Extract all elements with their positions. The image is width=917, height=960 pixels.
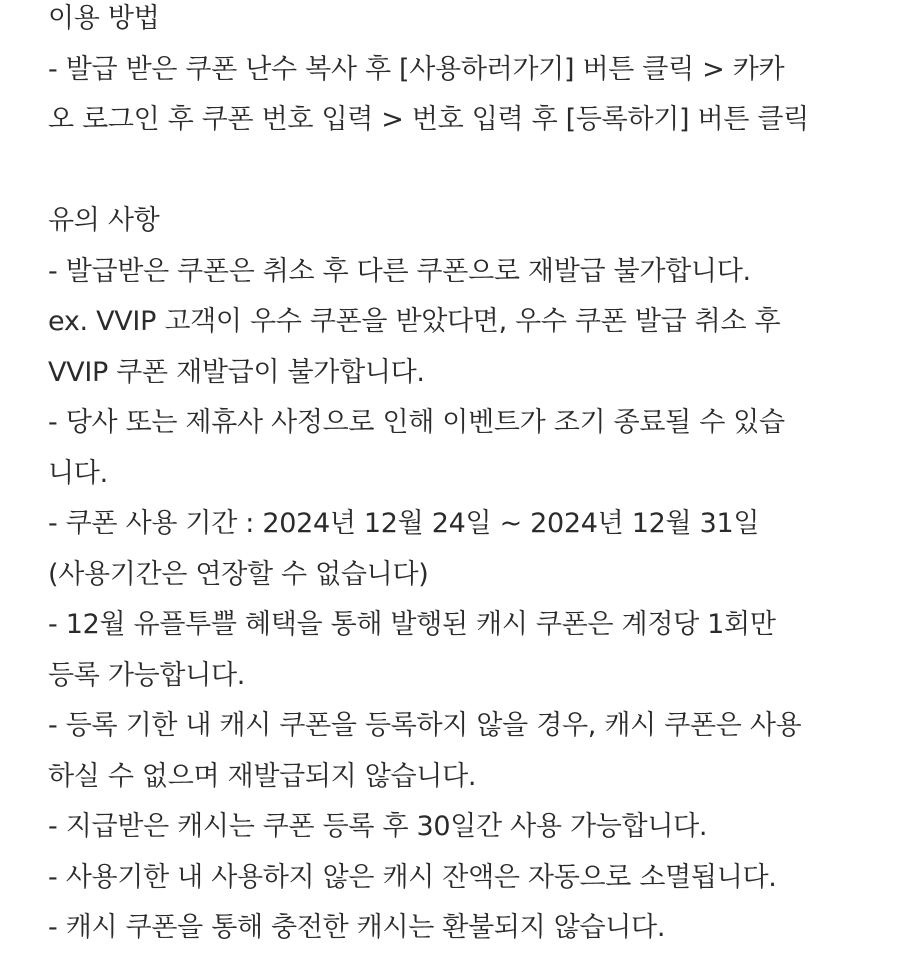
notice-line: VVIP 쿠폰 재발급이 불가합니다. xyxy=(48,356,425,388)
notice-line: - 사용기한 내 사용하지 않은 캐시 잔액은 자동으로 소멸됩니다. xyxy=(48,861,777,893)
usage-title: 이용 방법 xyxy=(48,3,160,34)
notice-line: ex. VVIP 고객이 우수 쿠폰을 받았다면, 우수 쿠폰 발급 취소 후 xyxy=(48,306,781,337)
usage-line: 오 로그인 후 쿠폰 번호 입력 > 번호 입력 후 [등록하기] 버튼 클릭 xyxy=(48,104,809,135)
notice-line: 등록 가능합니다. xyxy=(48,659,246,691)
notice-line: 하실 수 없으며 재발급되지 않습니다. xyxy=(48,760,477,792)
notice-line: (사용기간은 연장할 수 없습니다) xyxy=(48,558,429,590)
notice-title: 유의 사항 xyxy=(48,205,160,236)
usage-section xyxy=(48,0,887,146)
notice-line: - 쿠폰 사용 기간 : 2024년 12월 24일 ~ 2024년 12월 31일 xyxy=(48,508,760,539)
notice-line: - 당사 또는 제휴사 사정으로 인해 이벤트가 조기 종료될 수 있습 xyxy=(48,407,785,438)
notice-section xyxy=(48,196,887,954)
section-spacer xyxy=(48,146,887,197)
notice-line: 니다. xyxy=(48,457,108,489)
usage-line: - 발급 받은 쿠폰 난수 복사 후 [사용하러가기] 버튼 클릭 > 카카 xyxy=(48,53,785,85)
notice-line: - 발급받은 쿠폰은 취소 후 다른 쿠폰으로 재발급 불가합니다. xyxy=(48,255,751,287)
notice-line: - 12월 유플투쁠 혜택을 통해 발행된 캐시 쿠폰은 계정당 1회만 xyxy=(48,609,776,640)
notice-line: - 캐시 쿠폰을 통해 충전한 캐시는 환불되지 않습니다. xyxy=(48,912,666,943)
notice-line: - 지급받은 캐시는 쿠폰 등록 후 30일간 사용 가능합니다. xyxy=(48,811,708,842)
notice-line: - 등록 기한 내 캐시 쿠폰을 등록하지 않을 경우, 캐시 쿠폰은 사용 xyxy=(48,710,802,741)
